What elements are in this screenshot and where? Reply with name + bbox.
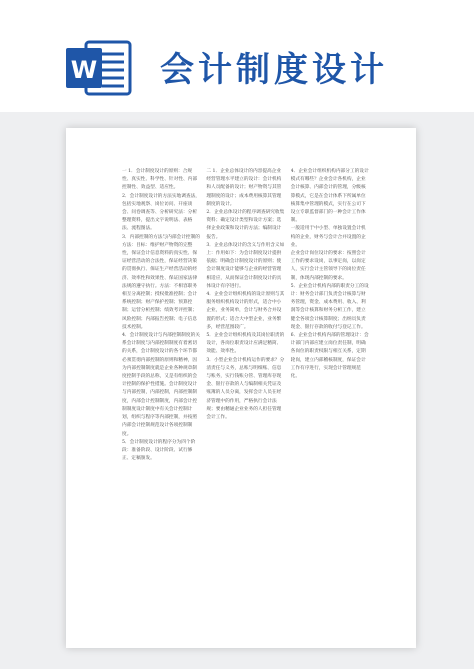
- document-paragraph: 5．企业会计机构内部的职责分工的设计：财务会计部门负责会计核算与财务管理，资金、成本费用、收入、利润等会计核算和财务分析工作，建立健全各项会计核算制度；出纳员负责现金、银行存款的收付与登记工作。: [290, 283, 369, 330]
- document-paragraph: 4．企业会计组织机构的设计原则与其服务组织机构设计的形式，适合中小企业，业务简单，会计与财务合并设置的形式；适合大中型企业，业务繁多，经营范围较广。: [206, 292, 285, 330]
- document-paragraph: 3．小型企业会计机构运作的要求？分清责任与义务，总账与明细账、信息与账务，实行钱账分管、管理库存现金、银行存款的人与编制相关凭证及账簿的人员分离，发挥会计人员在经济管理中的作用，严格执行会计法规；要由精通企业业务的人担任管理会计工作。: [206, 357, 285, 421]
- document-paragraph: 3．企业总体设计的含义与作用含义如上：作用如下：为会计制度设计提供依据；明确会计制度设计的原则；使会计制度设计能够与企业的经营管理相适应，从而保证会计制度设计的具体设计有序进行。: [206, 242, 285, 289]
- word-letter: W: [70, 56, 98, 84]
- document-paragraph: 二 1．企业总体设计的内容提高企业经营管理水平建立的设计：会计机构和人员配备的设计；财产物资与其管理制度的设计；成本费用核算其管理制度的设计。: [206, 169, 282, 207]
- title-banner: [0, 0, 474, 120]
- document-page: [66, 128, 416, 648]
- document-column-3: [291, 168, 370, 628]
- document-paragraph: 4．企业会计组织机构内部分工的设计模式有哪些？企业会计各机构，企业会计核算、内部会计的管理，分级核算模式，它是在会计体系下所属单位核算集中管理的模式，实行在公司下设立专职监督部门的一种会计工作体制。: [290, 169, 369, 224]
- document-paragraph: 2．企业总体设计的程序调查研究收集资料；确定设计类型和设计方案；选择企业政策和设计的方法；编制设计报告。: [206, 210, 285, 240]
- document-paragraph: 5．会计制度设计的程序分为四个阶段：准备阶段、设计阶段、试行修正、定稿颁发。: [122, 439, 196, 462]
- page-title: 会计制度设计: [160, 50, 388, 90]
- document-paragraph: 2．会计制度设计的方法实地调查法，包括实地观察、岗位访问、开座谈会、问卷调查等、分析研究法：分析整理资料，提出文字说明法、表格法、流程图法。: [122, 193, 200, 232]
- document-paragraph: 4．会计制度设计与内部控制制度的关系会计制度与内部控制制度有着密切的关系，会计制度设计的各个环节都必须贯彻内部控制的原则和精神，因为内部控制制度就是企业各种规章制度控制手段的总称，又是有组织的会计控制的保护性措施。会计制度设计与内部控制，内部控制，内部控制制度，内部会计控制制度，内部会计控制制度设计制度中有关会计控制计划，组织与程序等内部控制，并按照内部会计控制规范设计各项控制制度。: [122, 333, 200, 437]
- document-column-1: [122, 168, 201, 628]
- document-paragraph: 一般适用于中小型、单独设置会计机构的企业，财务与会计合并设置的企业。: [290, 226, 366, 248]
- document-paragraph: 5．企业会计组织机构及其岗位职责的设计，各岗位职责设计应满足精简、效能、效率性。: [206, 333, 285, 355]
- document-paragraph: 3．内部控制的方法与内部会计控制的方法：目标：维护财产物资的完整性，保证会计信息资料的真实性、保证经营活动的合法性，保证经营决策的贯彻执行、保证生产经营活动的经济、效率性和效果性、保证国家法律法规的遵守执行。方法：不相容职务相互分离控制；授权批准控制；会计系统控制；财产保护控制；预算控制；运营分析控制；绩效考评控制；风险控制；内部报告控制；电子信息技术控制。: [122, 234, 200, 330]
- document-paragraph: 企业会计岗位设计的要求：按照会计工作的要求设岗，以事定岗，以岗定人，实行会计主管领导下的岗位责任制，体现内部控制的要求。: [290, 251, 366, 281]
- word-document-icon: [64, 40, 132, 96]
- document-paragraph: 6．企业会计机构内部的管理设计：会计部门内部应建立岗位责任制，明确各岗位的职责权限与相互关系，定期轮岗，建立内部稽核制度，保证会计工作有序进行，实现会计管理规范化。: [290, 333, 369, 380]
- document-columns: [122, 168, 370, 628]
- document-paragraph: 一 1．会计制度设计的原则：合规性、真实性、科学性、针对性、内部控制性、效益型、适应性。: [122, 169, 198, 191]
- document-column-2: [206, 168, 285, 628]
